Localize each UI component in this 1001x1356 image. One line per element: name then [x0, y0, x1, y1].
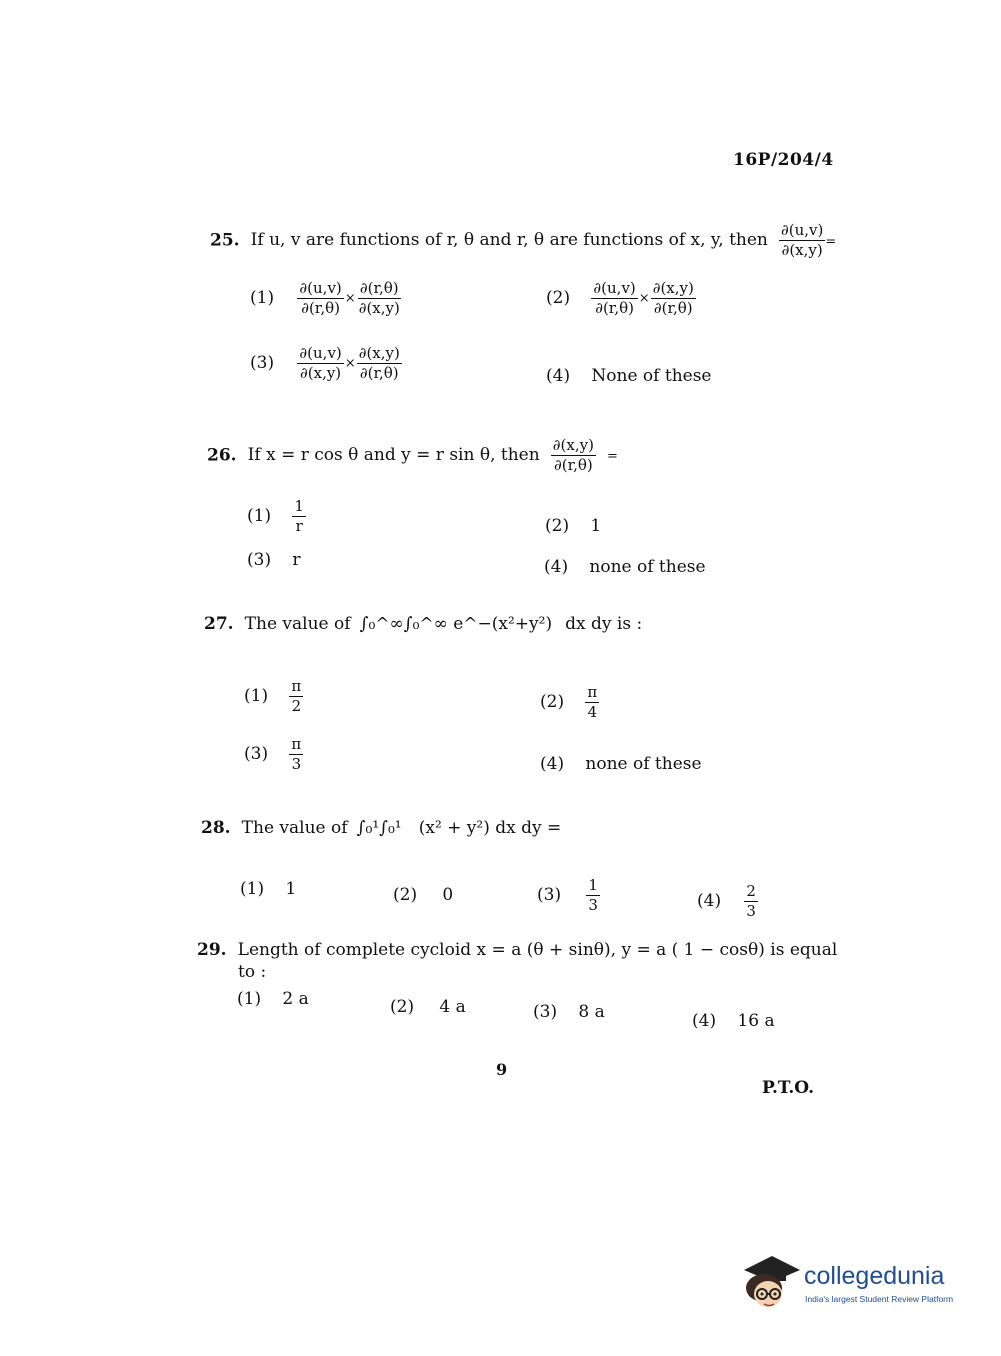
option-1: (1) 1 — [240, 879, 297, 899]
option-3: (3) $\frac{1}{3}$ — [537, 876, 598, 915]
question-29 — [197, 940, 837, 960]
option-4: (4) none of these — [540, 754, 702, 774]
option-4: (4) none of these — [544, 557, 706, 577]
jacobian-fraction: $\frac{\partial(x,y)}{\partial(r,\theta)}$ — [552, 436, 594, 475]
option-1: (1) $\frac{\partial(u,v)}{\partial(r,\theta)}$ × $\frac{\partial(r,\theta)}{\partial(x,y)}$ — [250, 279, 400, 318]
page-number: 9 — [496, 1060, 508, 1079]
collegedunia-logo — [742, 1248, 982, 1318]
question-tail: dx dy is : — [565, 614, 643, 634]
question-number: 27. — [204, 614, 234, 634]
question-text-line2: to : — [238, 962, 267, 982]
question-text: The value of — [241, 818, 348, 838]
logo-tagline: India's largest Student Review Platform — [805, 1294, 954, 1304]
jacobian-fraction: $\frac{\partial(u,v)}{\partial(x,y)}$ — [780, 221, 824, 260]
question-28 — [201, 818, 561, 838]
option-4: (4) 16 a — [692, 1011, 775, 1031]
option-1: (1) 2 a — [237, 989, 309, 1009]
option-1: (1) $\frac{\pi}{2}$ — [244, 677, 302, 716]
question-text: If x = r cos θ and y = r sin θ, then — [247, 445, 540, 466]
question-number: 29. — [197, 940, 227, 960]
question-text: If u, v are functions of r, θ and r, θ are functions of x, y, then — [250, 230, 768, 251]
mascot-icon — [742, 1248, 800, 1310]
question-tail: (x² + y²) dx dy = — [418, 818, 562, 838]
question-number: 26. — [207, 445, 237, 466]
question-text: The value of — [244, 614, 351, 634]
option-2: (2) $\frac{\pi}{4}$ — [540, 683, 598, 722]
option-2: (2) $\frac{\partial(u,v)}{\partial(r,\theta)}$ × $\frac{\partial(x,y)}{\partial(r,\theta)}$ — [546, 279, 694, 318]
question-26: 26. If x = r cos θ and y = r sin θ, then $\frac{\partial(x,y)}{\partial(r,\theta)}$ = — [207, 436, 618, 475]
option-3: (3) $\frac{\partial(u,v)}{\partial(x,y)}$ × $\frac{\partial(x,y)}{\partial(r,\theta)}$ — [250, 344, 400, 383]
option-3: (3) r — [247, 550, 301, 570]
option-1: (1) $\frac{1}{r}$ — [247, 497, 304, 536]
paper-code: 16P/204/4 — [733, 150, 834, 170]
question-number: 25. — [210, 230, 240, 251]
option-4: (4) $\frac{2}{3}$ — [697, 882, 756, 921]
question-25: 25. If u, v are functions of r, θ and r, θ are functions of x, y, then $\frac{\partial(u,v)}{\partial(x,y)}$ = — [210, 221, 837, 260]
double-integral: ∫₀¹∫₀¹ — [356, 818, 402, 838]
option-3: (3) 8 a — [533, 1002, 605, 1022]
option-2: (2) 4 a — [390, 997, 466, 1017]
double-integral: ∫₀^∞∫₀^∞ e^−(x²+y²) — [359, 614, 553, 634]
question-number: 28. — [201, 818, 231, 838]
please-turn-over: P.T.O. — [762, 1078, 814, 1098]
option-3: (3) $\frac{\pi}{3}$ — [244, 735, 302, 774]
option-4: (4) None of these — [546, 366, 712, 386]
option-2: (2) 0 — [393, 885, 454, 905]
logo-name: collegedunia — [804, 1262, 945, 1290]
question-27 — [204, 614, 642, 634]
question-text: Length of complete cycloid x = a (θ + sinθ), y = a ( 1 − cosθ) is equal — [237, 940, 838, 960]
option-2: (2) 1 — [545, 516, 602, 536]
